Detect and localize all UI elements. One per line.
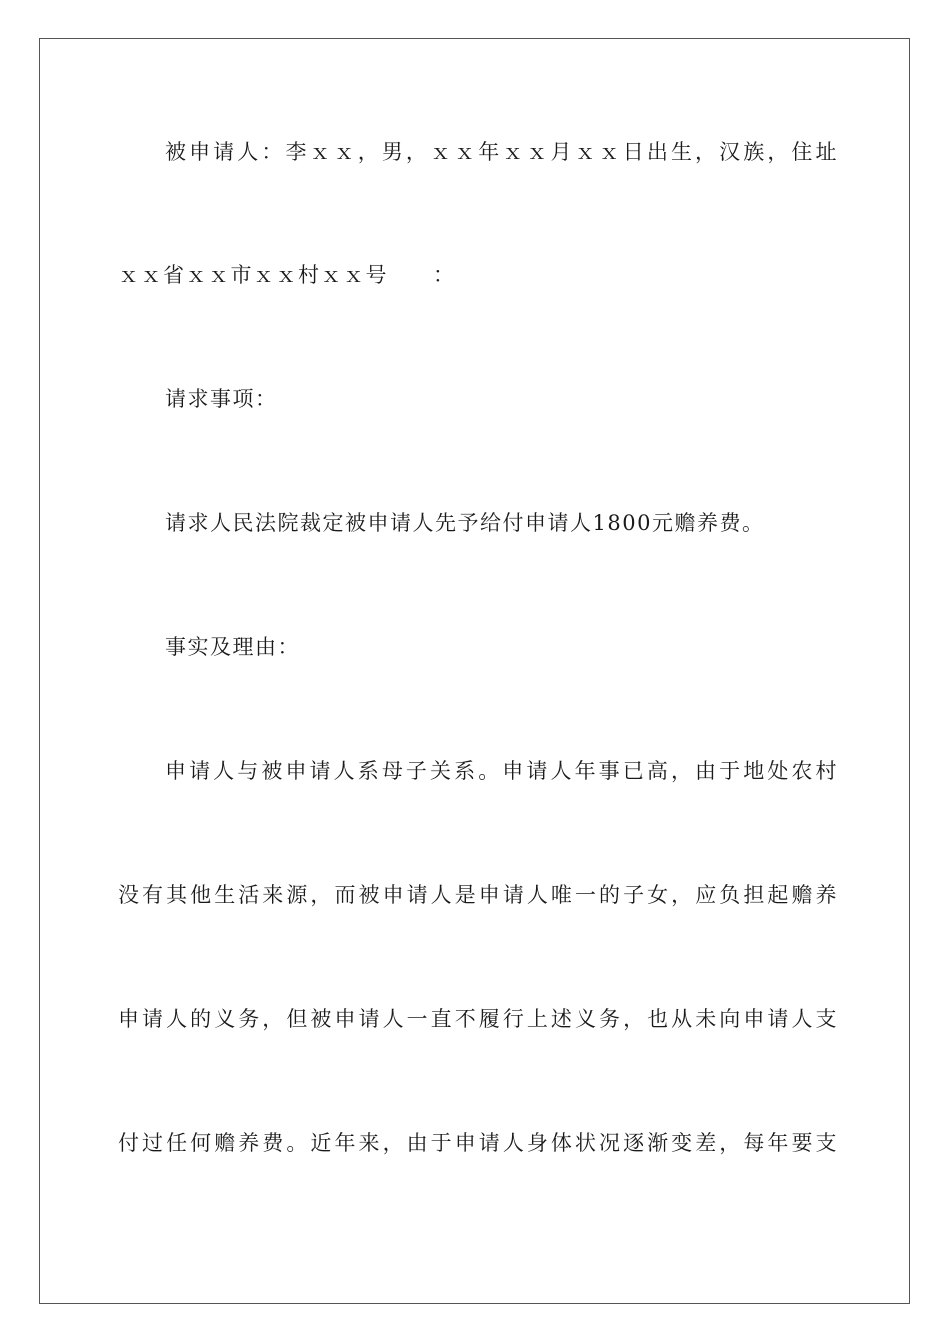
facts-line-1: 申请人与被申请人系母子关系。申请人年事已高，由于地处农村	[165, 759, 838, 783]
respondent-line-1: 被申请人：李ｘｘ，男，ｘｘ年ｘｘ月ｘｘ日出生，汉族，住址	[165, 140, 838, 164]
page-border	[39, 38, 910, 1304]
claims-text: 请求人民法院裁定被申请人先予给付申请人1800元赡养费。	[165, 511, 765, 535]
facts-line-3: 申请人的义务，但被申请人一直不履行上述义务，也从未向申请人支	[118, 1007, 838, 1031]
claims-heading: 请求事项：	[165, 387, 278, 411]
facts-line-4: 付过任何赡养费。近年来，由于申请人身体状况逐渐变差，每年要支	[118, 1131, 838, 1155]
facts-line-2: 没有其他生活来源，而被申请人是申请人唯一的子女，应负担起赡养	[118, 883, 838, 907]
respondent-line-2: ｘｘ省ｘｘ市ｘｘ村ｘｘ号 ：	[118, 263, 456, 287]
facts-heading: 事实及理由：	[165, 635, 300, 659]
